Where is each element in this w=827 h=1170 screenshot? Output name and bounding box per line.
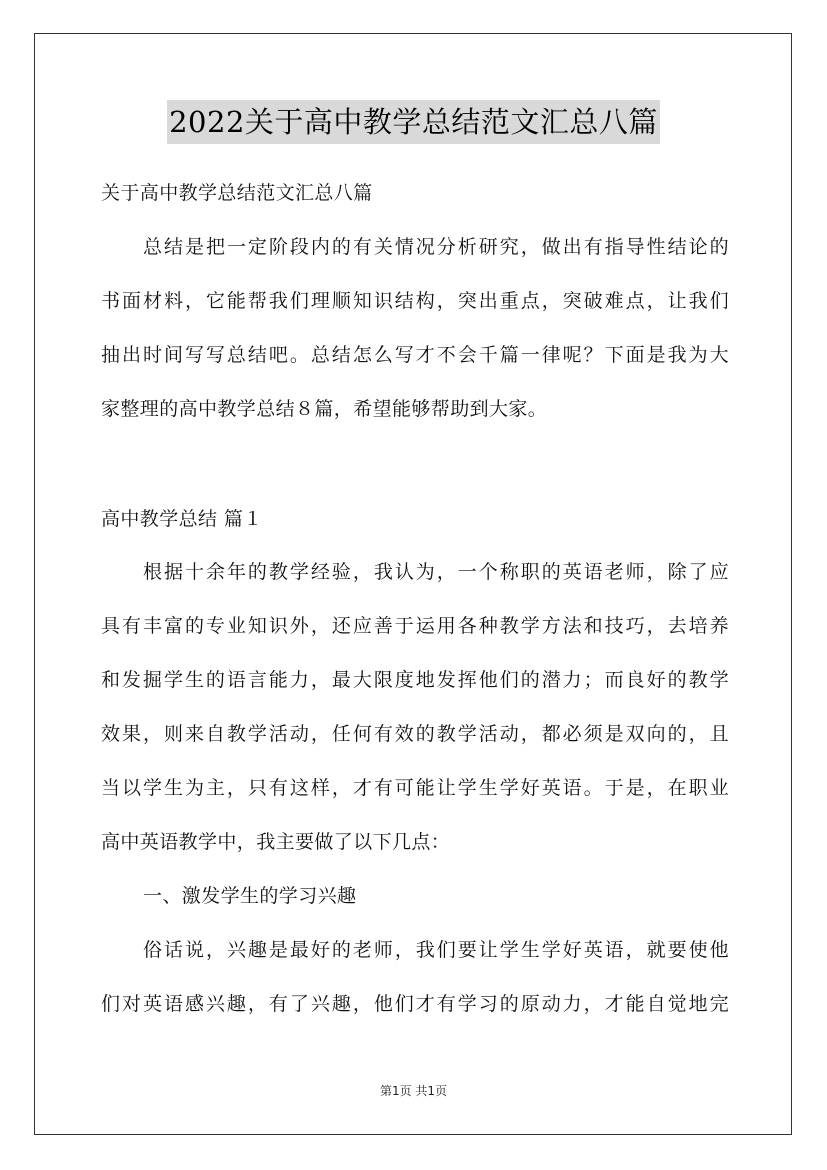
body-paragraph-line: 效果，则来自教学活动，任何有效的教学活动，都必须是双向的，且 <box>101 723 729 745</box>
page-footer: 第1页 共1页 <box>379 1084 448 1098</box>
body-paragraph-line: 高中英语教学中，我主要做了以下几点： <box>101 831 451 853</box>
section-heading: 高中教学总结 篇１ <box>101 508 263 530</box>
document-subtitle: 关于高中教学总结范文汇总八篇 <box>101 182 373 204</box>
document-title: 2022关于高中教学总结范文汇总八篇 <box>167 100 660 144</box>
intro-paragraph-line: 抽出时间写写总结吧。总结怎么写才不会千篇一律呢？下面是我为大 <box>101 344 729 366</box>
body-paragraph-line: 根据十余年的教学经验，我认为，一个称职的英语老师，除了应 <box>143 561 729 583</box>
subheading: 一、激发学生的学习兴趣 <box>143 885 357 907</box>
intro-paragraph-line: 总结是把一定阶段内的有关情况分析研究，做出有指导性结论的 <box>143 236 729 258</box>
title-container <box>0 100 827 144</box>
intro-paragraph-line: 家整理的高中教学总结８篇，希望能够帮助到大家。 <box>101 398 548 420</box>
body2-paragraph-line: 俗话说，兴趣是最好的老师，我们要让学生学好英语，就要使他 <box>143 939 729 961</box>
body2-paragraph-line: 们对英语感兴趣，有了兴趣，他们才有学习的原动力，才能自觉地完 <box>101 993 729 1015</box>
body-paragraph-line: 当以学生为主，只有这样，才有可能让学生学好英语。于是，在职业 <box>101 777 729 799</box>
intro-paragraph-line: 书面材料，它能帮我们理顺知识结构，突出重点，突破难点，让我们 <box>101 290 729 312</box>
body-paragraph-line: 和发掘学生的语言能力，最大限度地发挥他们的潜力；而良好的教学 <box>101 669 729 691</box>
body-paragraph-line: 具有丰富的专业知识外，还应善于运用各种教学方法和技巧，去培养 <box>101 615 729 637</box>
